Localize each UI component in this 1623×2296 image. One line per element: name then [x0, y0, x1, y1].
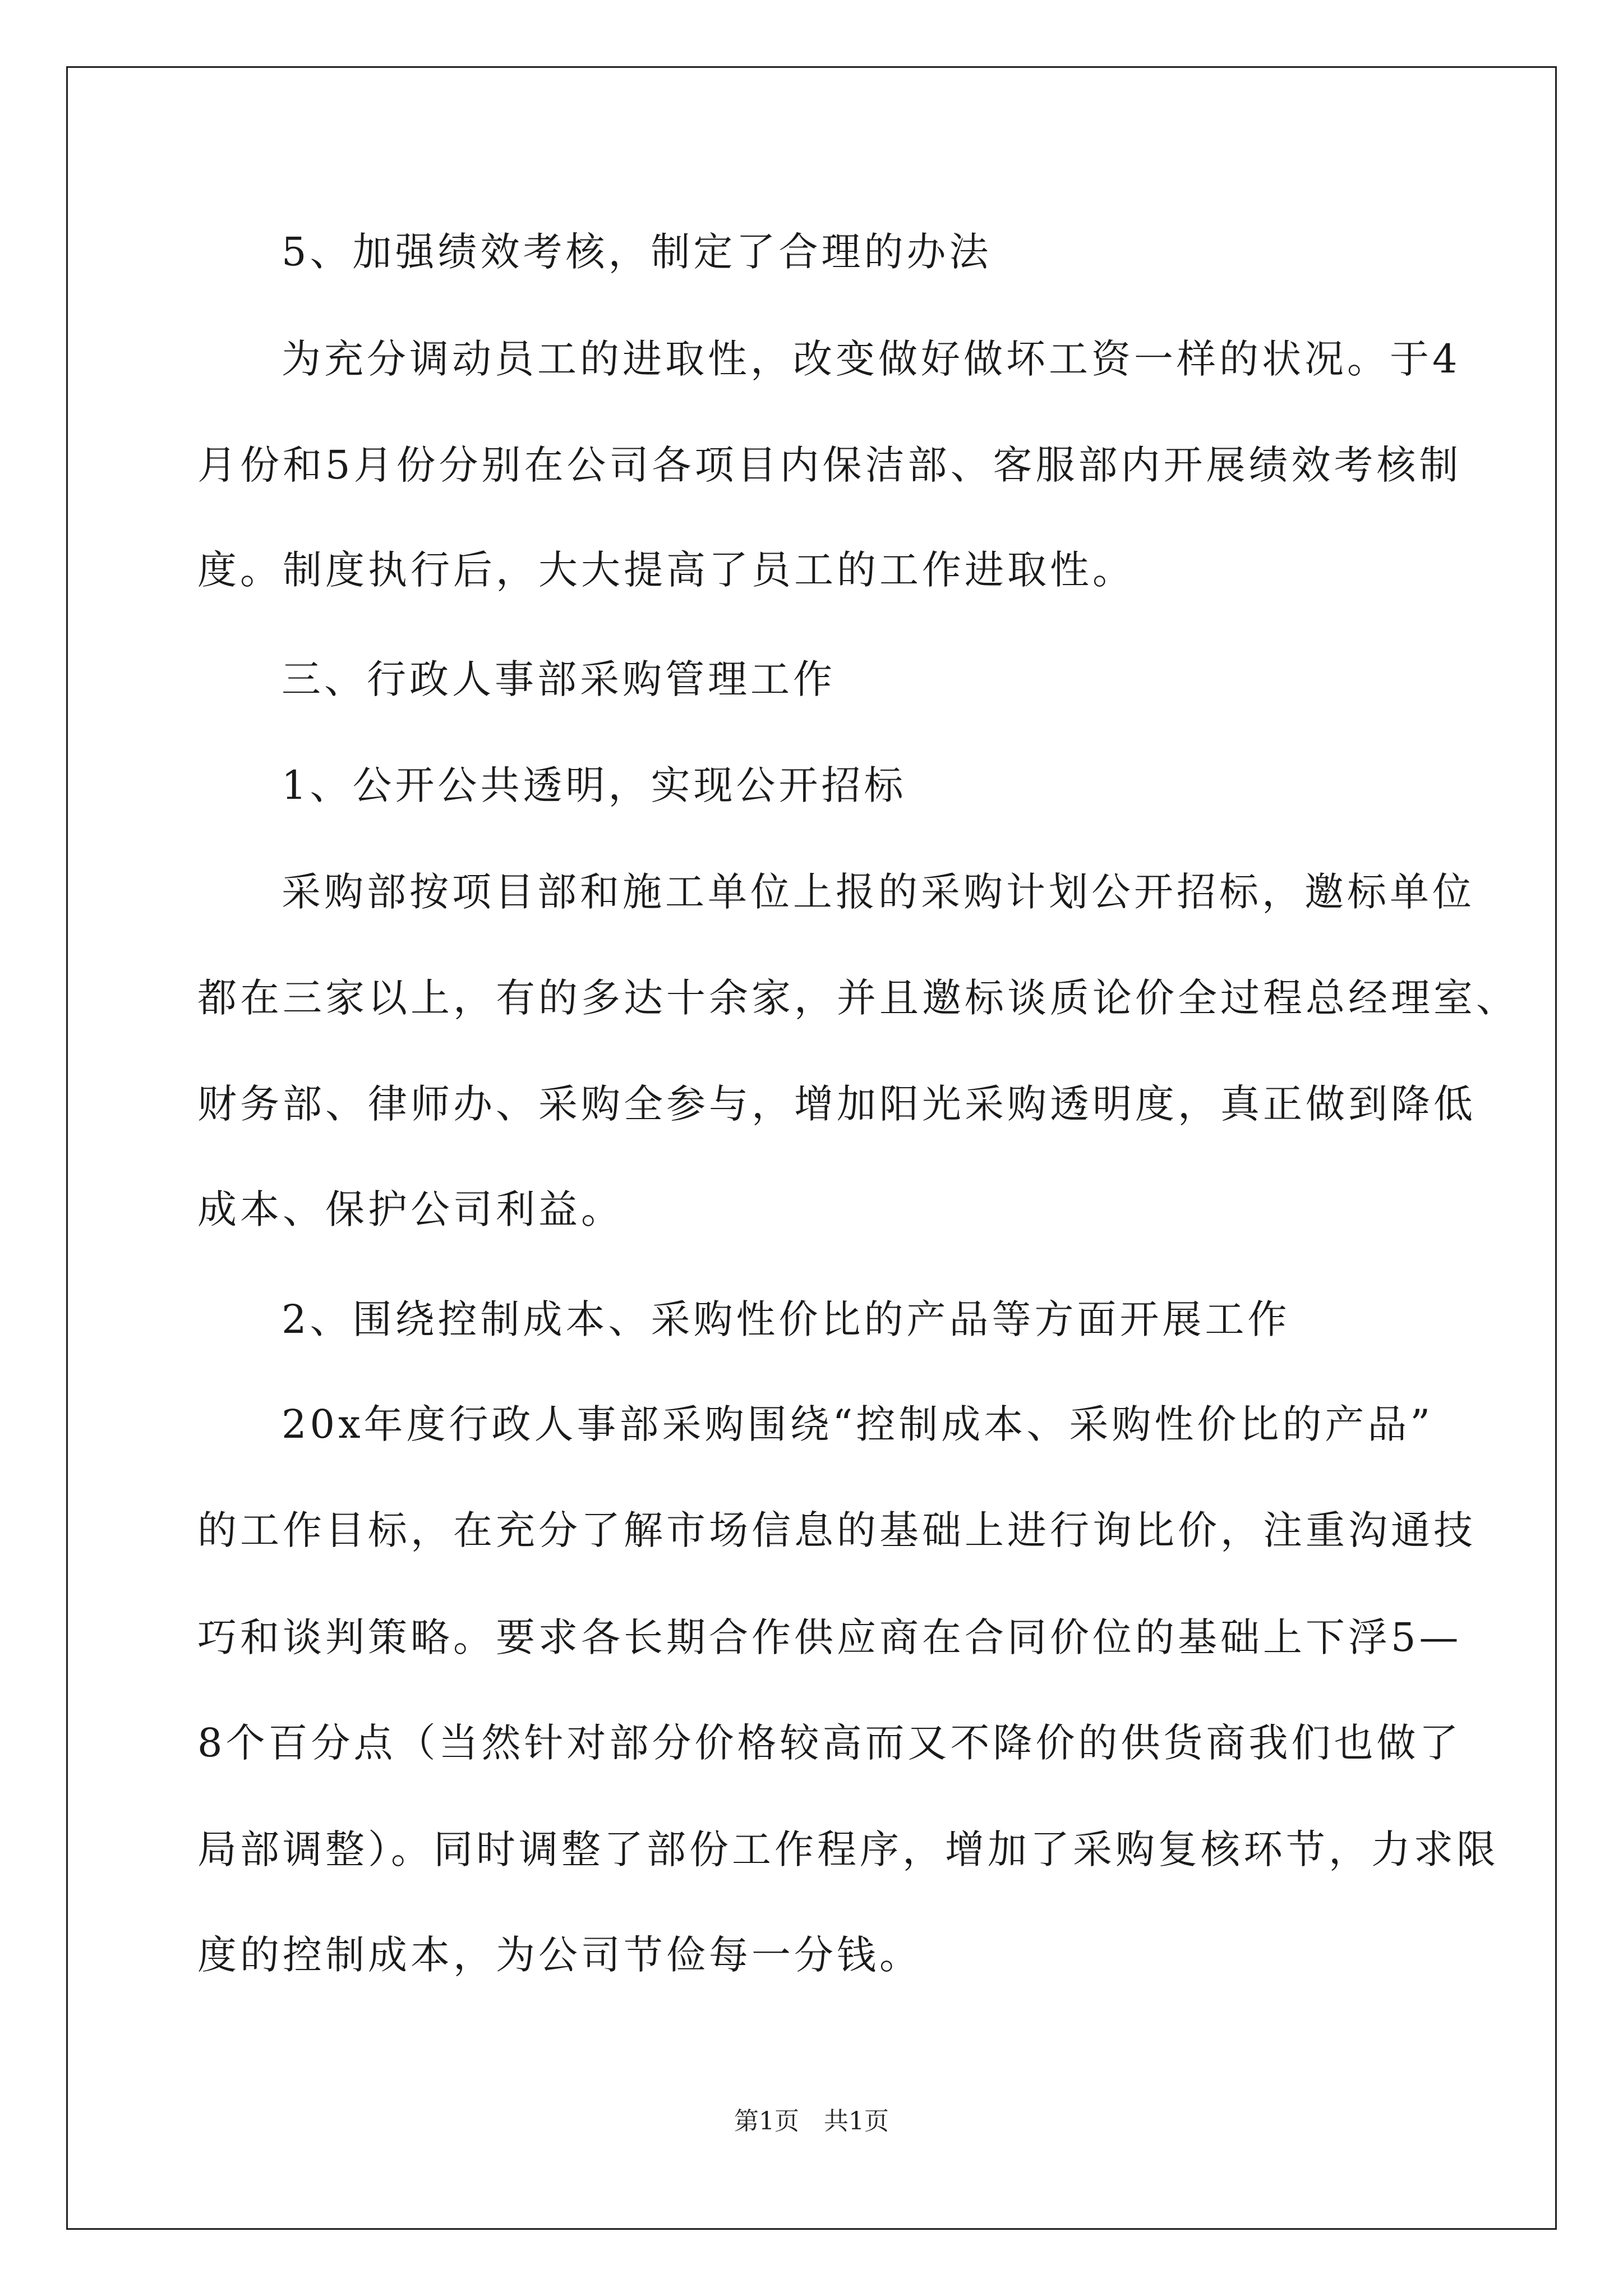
paragraph-line: 都在三家以上，有的多达十余家，并且邀标谈质论价全过程总经理室、: [197, 975, 1519, 1021]
heading-cost-control: 2、围绕控制成本、采购性价比的产品等方面开展工作: [282, 1296, 1290, 1342]
heading-performance: 5、加强绩效考核，制定了合理的办法: [282, 229, 992, 275]
heading-open-tender: 1、公开公共透明，实现公开招标: [282, 762, 907, 808]
paragraph-line: 8个百分点（当然针对部分价格较高而又不降价的供货商我们也做了: [197, 1720, 1462, 1766]
paragraph-line: 局部调整）。同时调整了部份工作程序，增加了采购复核环节，力求限: [197, 1826, 1499, 1872]
paragraph-line: 成本、保护公司利益。: [197, 1186, 624, 1232]
paragraph-line: 20x年度行政人事部采购围绕“控制成本、采购性价比的产品”: [282, 1401, 1434, 1447]
paragraph-line: 财务部、律师办、采购全参与，增加阳光采购透明度，真正做到降低: [197, 1081, 1476, 1127]
page-border: [66, 66, 1557, 2230]
paragraph-line: 的工作目标，在充分了解市场信息的基础上进行询比价，注重沟通技: [197, 1507, 1476, 1553]
paragraph-line: 月份和5月份分别在公司各项目内保洁部、客服部内开展绩效考核制: [197, 442, 1462, 488]
page-number: 第1页 共1页: [734, 2107, 889, 2136]
paragraph-line: 为充分调动员工的进取性，改变做好做坏工资一样的状况。于4: [282, 336, 1461, 382]
paragraph-line: 采购部按项目部和施工单位上报的采购计划公开招标，邀标单位: [282, 869, 1475, 915]
paragraph-line: 度。制度执行后，大大提高了员工的工作进取性。: [197, 547, 1135, 593]
paragraph-line: 度的控制成本，为公司节俭每一分钱。: [197, 1932, 922, 1978]
paragraph-line: 巧和谈判策略。要求各长期合作供应商在合同价位的基础上下浮5—: [197, 1614, 1462, 1660]
section-heading-procurement: 三、行政人事部采购管理工作: [282, 656, 836, 702]
